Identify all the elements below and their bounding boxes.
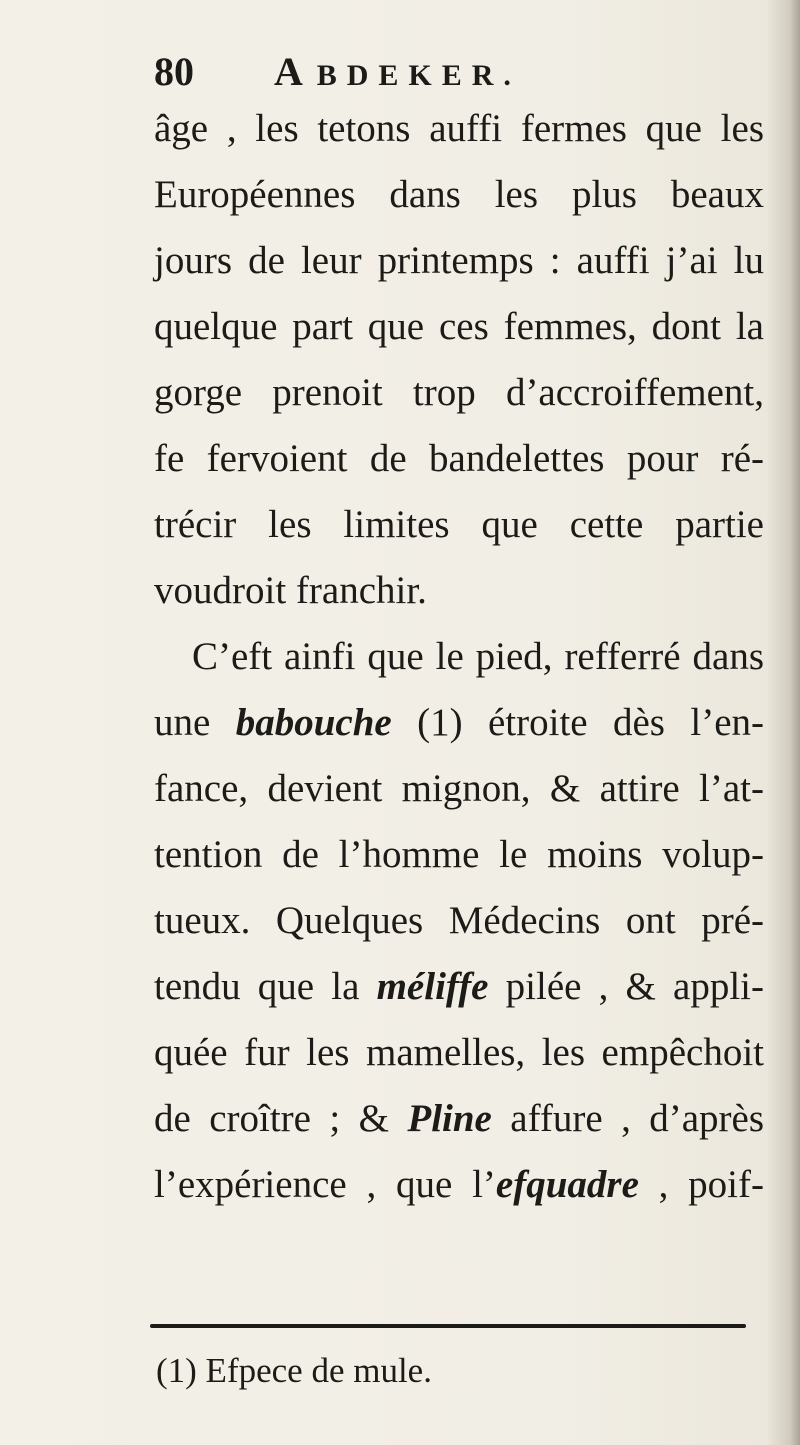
text-line: tueux. Quelques Médecins ont pré- xyxy=(154,899,764,942)
running-head-initial: A xyxy=(274,49,304,94)
text-line: âge , les tetons auffi fermes que les xyxy=(154,107,764,150)
text-line: l’expérience , que l’efquadre , poif- xyxy=(154,1163,764,1206)
italic-term: babouche xyxy=(235,701,392,744)
text-line: quée fur les mamelles, les empêchoit xyxy=(154,1031,764,1074)
text-line: fance, devient mignon, & attire l’at- xyxy=(154,767,764,810)
running-head xyxy=(274,44,521,104)
text-line: de croître ; & Pline affure , d’après xyxy=(154,1097,764,1140)
text-line: Européennes dans les plus beaux xyxy=(154,173,764,216)
text-line: jours de leur printemps : auffi j’ai lu xyxy=(154,239,764,282)
text-line: C’eft ainfi que le pied, refferré dans xyxy=(192,635,764,678)
page-number: 80 xyxy=(154,49,194,94)
page-header xyxy=(154,44,754,100)
text-line: fe fervoient de bandelettes pour ré- xyxy=(154,437,764,480)
italic-term: Pline xyxy=(407,1097,492,1140)
text-line: quelque part que ces femmes, dont la xyxy=(154,305,764,348)
text-line: tendu que la méliffe pilée , & appli- xyxy=(154,965,764,1008)
body-text xyxy=(154,96,764,1218)
text-line: trécir les limites que cette partie xyxy=(154,503,764,546)
text-line: voudroit franchir. xyxy=(154,569,427,612)
text-line: tention de l’homme le moins volup- xyxy=(154,833,764,876)
text-line: une babouche (1) étroite dès l’en- xyxy=(154,701,765,744)
italic-term: efquadre xyxy=(495,1163,639,1206)
footnote: (1) Efpece de mule. xyxy=(156,1351,432,1390)
page-spine-shadow xyxy=(766,0,800,1445)
italic-term: méliffe xyxy=(376,965,489,1008)
text-line: gorge prenoit trop d’accroiffement, xyxy=(154,371,764,414)
running-head-rest: BDEKER. xyxy=(316,59,521,92)
footnote-rule xyxy=(150,1324,746,1328)
